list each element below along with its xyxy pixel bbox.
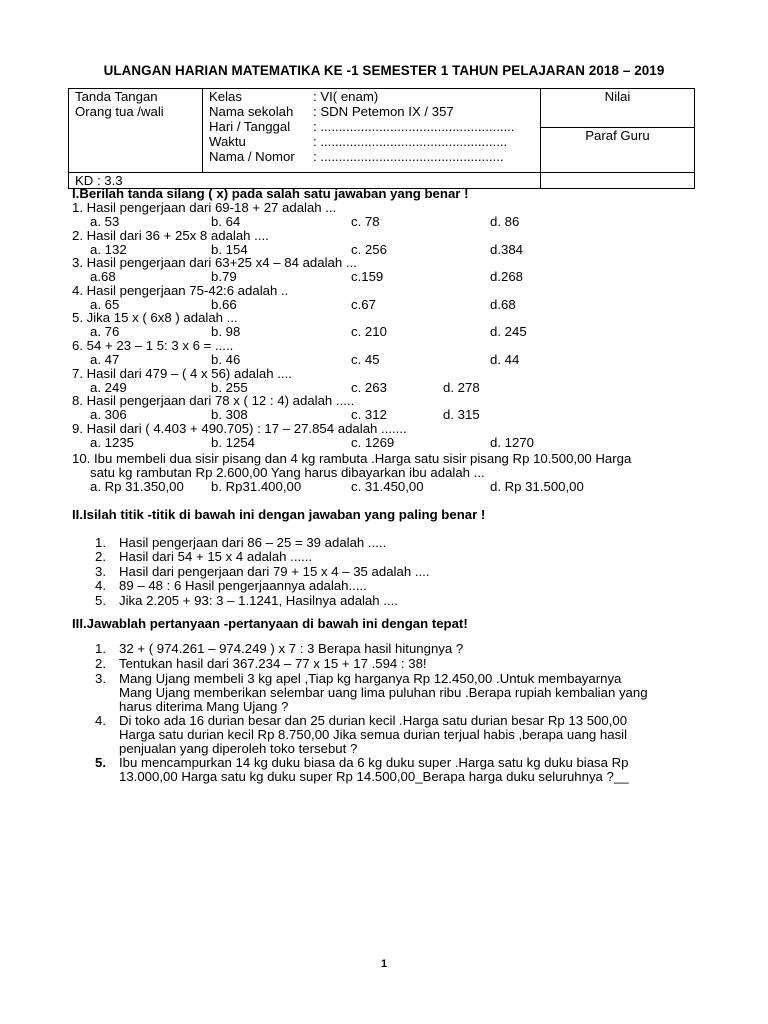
info-date: Hari / Tanggal : ..................................................... (209, 119, 515, 134)
question-10-option-d: d. Rp 31.500,00 (490, 479, 584, 494)
question-4-option-c: c.67 (351, 296, 376, 312)
question-6-option-c: c. 45 (351, 352, 380, 367)
question-3: 3. Hasil pengerjaan dari 63+25 x4 – 84 adalah ... (72, 255, 357, 271)
question-4: 4. Hasil pengerjaan 75-42:6 adalah .. (72, 282, 289, 298)
question-1-option-a: a. 53 (90, 214, 120, 229)
section3-item-number: 4. (95, 713, 106, 728)
question-4-option-b: b.66 (211, 296, 237, 312)
question-7-option-c: c. 263 (351, 379, 387, 395)
question-8-option-c: c. 312 (351, 407, 387, 423)
list-item: 1. Hasil pengerjaan dari 86 – 25 = 39 adalah ..... (95, 535, 387, 550)
section3-item-text: Mang Ujang memberikan selembar uang lima puluhan ribu .Berapa rupiah kembalian yang (119, 685, 648, 701)
section3-item-text: 13.000,00 Harga satu kg duku super Rp 14.500,00_Berapa harga duku seluruhnya ?__ (119, 769, 629, 785)
section3-item-text: Di toko ada 16 durian besar dan 25 durian kecil .Harga satu durian besar Rp 13 500,00 (119, 713, 628, 728)
info-name: Nama / Nomor : .................................................. (209, 149, 504, 164)
question-3-option-a: a.68 (90, 269, 116, 285)
list-item: 4. 89 – 48 : 6 Hasil pengerjaannya adalah..... (95, 578, 367, 594)
info-time: Waktu : ................................................... (209, 134, 508, 149)
question-10-line1: 10. Ibu membeli dua sisir pisang dan 4 kg rambuta .Harga satu sisir pisang Rp 10.500,00 Harga (72, 451, 632, 466)
question-7: 7. Hasil dari 479 – ( 4 x 56) adalah .... (72, 365, 292, 381)
list-item: 3. Hasil dari pengerjaan dari 79 + 15 x 4 – 35 adalah .... (95, 563, 430, 579)
question-9: 9. Hasil dari ( 4.403 + 490.705) : 17 – 27.854 adalah ....... (72, 420, 407, 436)
question-7-option-b: b. 255 (211, 379, 248, 395)
question-2-option-d: d.384 (490, 241, 524, 257)
empty-cell (541, 173, 695, 189)
question-5-option-a: a. 76 (90, 324, 120, 340)
question-5-option-b: b. 98 (211, 324, 241, 340)
page-number: 1 (380, 958, 388, 970)
score-cell (541, 89, 695, 173)
question-2-option-a: a. 132 (90, 241, 127, 257)
question-7-option-d: d. 278 (443, 379, 480, 395)
section3-item-text: Mang Ujang membeli 3 kg apel ,Tiap kg harganya Rp 12.450,00 .Untuk membayarnya (119, 671, 622, 686)
list-item: 2. Hasil dari 54 + 15 x 4 adalah ...... (95, 549, 313, 565)
question-6: 6. 54 + 23 – 1 5: 3 x 6 = ..... (72, 338, 234, 353)
question-10-option-a: a. Rp 31.350,00 (90, 479, 184, 494)
section1-heading: I.Berilah tanda silang ( x) pada salah satu jawaban yang benar ! (72, 186, 469, 201)
question-2-option-b: b. 154 (211, 241, 248, 257)
question-10-option-b: b. Rp31.400,00 (211, 479, 302, 494)
info-class: Kelas : VI( enam) (209, 89, 379, 104)
list-item: 5. Jika 2.205 + 93: 3 – 1.1241, Hasilnya adalah .... (95, 592, 398, 608)
question-1-option-c: c. 78 (351, 214, 380, 229)
section3-heading: III.Jawablah pertanyaan -pertanyaan di bawah ini dengan tepat! (72, 616, 468, 631)
section3-item-text: harus diterima Mang Ujang ? (119, 699, 289, 715)
question-1-option-b: b. 64 (211, 214, 241, 229)
question-8-option-a: a. 306 (90, 407, 127, 423)
question-10-line2: satu kg rambutan Rp 2.600,00 Yang harus dibayarkan ibu adalah ... (90, 465, 485, 480)
question-5-option-c: c. 210 (351, 324, 387, 340)
question-1: 1. Hasil pengerjaan dari 69-18 + 27 adalah ... (72, 200, 337, 215)
section3-item-text: Harga satu durian kecil Rp 8.750,00 Jika semua durian terjual habis ,berapa uang hasil (119, 727, 628, 743)
section3-item-number: 2. (95, 656, 106, 671)
section3-item-text: penjualan yang diperoleh toko tersebut ? (119, 741, 358, 757)
question-9-option-b: b. 1254 (211, 434, 255, 450)
section3-item-text: Ibu mencampurkan 14 kg duku biasa da 6 kg duku super .Harga satu kg duku biasa Rp (119, 755, 629, 770)
question-2-option-c: c. 256 (351, 241, 387, 257)
question-7-option-a: a. 249 (90, 379, 127, 395)
paraf-label: Paraf Guru (585, 128, 650, 143)
question-6-option-d: d. 44 (490, 352, 520, 367)
signature-label-2: Orang tua /wali (75, 104, 164, 119)
question-8: 8. Hasil pengerjaan dari 78 x ( 12 : 4) adalah ..... (72, 393, 355, 409)
question-9-option-c: c. 1269 (351, 434, 395, 450)
section3-item-number: 1. (95, 641, 106, 656)
question-5: 5. Jika 15 x ( 6x8 ) adalah ... (72, 310, 238, 326)
section3-item-number: 3. (95, 671, 106, 686)
signature-cell (69, 89, 203, 173)
page-title: ULANGAN HARIAN MATEMATIKA KE -1 SEMESTER 1 TAHUN PELAJARAN 2018 – 2019 (103, 63, 665, 78)
question-8-option-d: d. 315 (443, 407, 480, 423)
section3-item-text: Tentukan hasil dari 367.234 – 77 x 15 + 17 .594 : 38! (119, 656, 427, 671)
question-8-option-b: b. 308 (211, 407, 248, 423)
student-info-cell (203, 89, 541, 173)
question-2: 2. Hasil dari 36 + 25x 8 adalah .... (72, 227, 269, 243)
nilai-label: Nilai (541, 89, 694, 128)
question-10-option-c: c. 31.450,00 (351, 479, 424, 494)
kd-label: KD : 3.3 (75, 173, 123, 188)
signature-label-1: Tanda Tangan (75, 89, 158, 104)
question-6-option-b: b. 46 (211, 352, 241, 367)
header-table (68, 88, 695, 189)
info-school: Nama sekolah : SDN Petemon IX / 357 (209, 104, 454, 119)
question-3-option-b: b.79 (211, 269, 237, 285)
section2-heading: II.Isilah titik -titik di bawah ini dengan jawaban yang paling benar ! (72, 507, 486, 522)
question-4-option-d: d.68 (490, 296, 516, 312)
question-6-option-a: a. 47 (90, 352, 120, 367)
question-3-option-c: c.159 (351, 269, 384, 285)
question-5-option-d: d. 245 (490, 324, 527, 340)
question-4-option-a: a. 65 (90, 296, 120, 312)
question-9-option-a: a. 1235 (90, 434, 134, 450)
section3-item-text: 32 + ( 974.261 – 974.249 ) x 7 : 3 Berapa hasil hitungnya ? (119, 641, 464, 656)
section2-list (95, 536, 429, 608)
question-9-option-d: d. 1270 (490, 434, 534, 450)
question-1-option-d: d. 86 (490, 214, 520, 229)
section3-item-number: 5. (95, 755, 106, 770)
question-3-option-d: d.268 (490, 269, 524, 285)
